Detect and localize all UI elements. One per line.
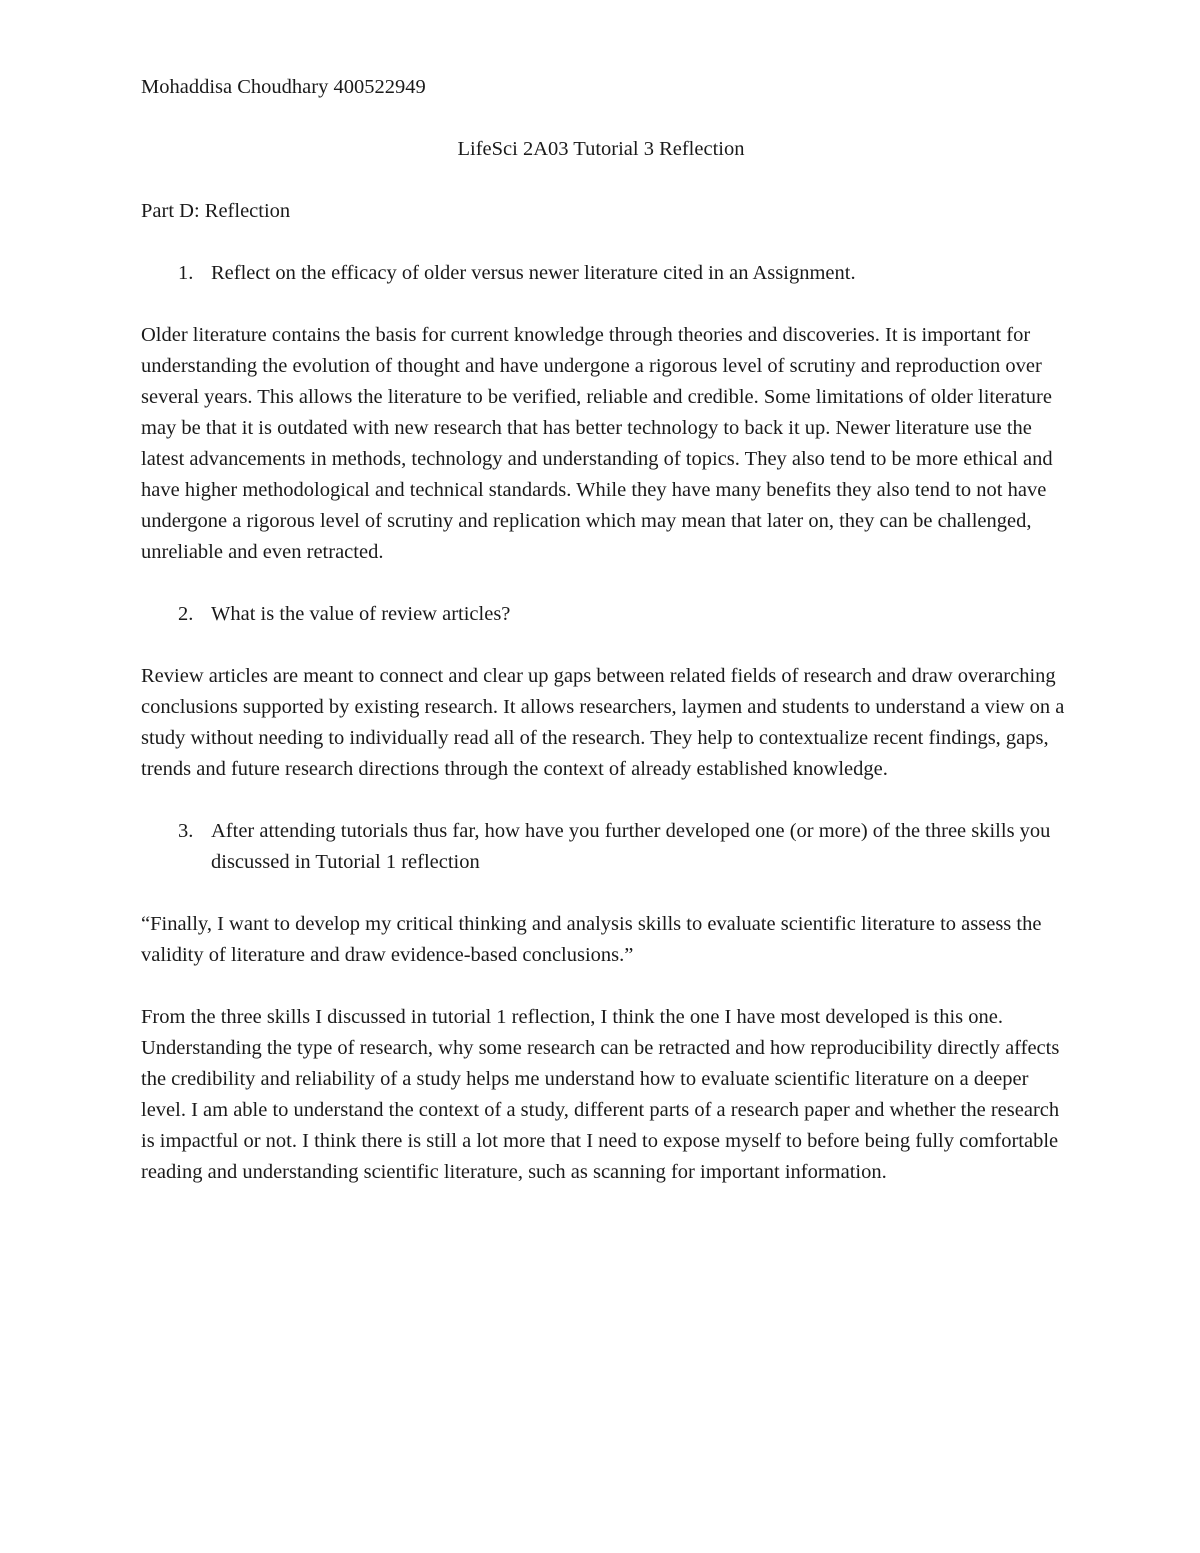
question-text: Reflect on the efficacy of older versus newer literature cited in an Assignment. [211, 262, 856, 284]
question-number: 1. [178, 262, 194, 284]
question-2 [141, 599, 1071, 630]
question-text: After attending tutorials thus far, how have you further developed one (or more) of the three skills you discussed in Tutorial 1 reflection [211, 820, 1051, 873]
document-page [141, 72, 1071, 1188]
question-number: 2. [178, 603, 194, 625]
answer-paragraph: Review articles are meant to connect and clear up gaps between related fields of research and draw overarching conclusions supported by existing research. It allows researchers, laymen and students to understand a view on a study without needing to individually read all of the research. They help to contextualize recent findings, gaps, trends and future research directions through the context of already established knowledge. [141, 665, 1065, 780]
quote-paragraph: “Finally, I want to develop my critical thinking and analysis skills to evaluate scientific literature to assess the validity of literature and draw evidence-based conclusions.” [141, 913, 1042, 966]
author-line: Mohaddisa Choudhary 400522949 [141, 76, 426, 98]
question-number: 3. [178, 820, 194, 842]
answer-paragraph: From the three skills I discussed in tutorial 1 reflection, I think the one I have most developed is this one. Understanding the type of research, why some research can be retracted and how reproducibility directly affects the credibility and reliability of a study helps me understand how to evaluate scientific literature on a deeper level. I am able to understand the context of a study, different parts of a research paper and whether the research is impactful or not. I think there is still a lot more that I need to expose myself to before being fully comfortable reading and understanding scientific literature, such as scanning for important information. [141, 1006, 1060, 1183]
section-heading: Part D: Reflection [141, 200, 291, 222]
document-title: LifeSci 2A03 Tutorial 3 Reflection [457, 138, 745, 160]
question-text: What is the value of review articles? [211, 603, 511, 625]
question-1 [141, 258, 1071, 289]
question-3 [141, 816, 1071, 878]
answer-paragraph: Older literature contains the basis for current knowledge through theories and discoveries. It is important for understanding the evolution of thought and have undergone a rigorous level of scrutiny and reproduction over several years. This allows the literature to be verified, reliable and credible. Some limitations of older literature may be that it is outdated with new research that has better technology to back it up. Newer literature use the latest advancements in methods, technology and understanding of topics. They also tend to be more ethical and have higher methodological and technical standards. While they have many benefits they also tend to not have undergone a rigorous level of scrutiny and replication which may mean that later on, they can be challenged, unreliable and even retracted. [141, 324, 1053, 563]
